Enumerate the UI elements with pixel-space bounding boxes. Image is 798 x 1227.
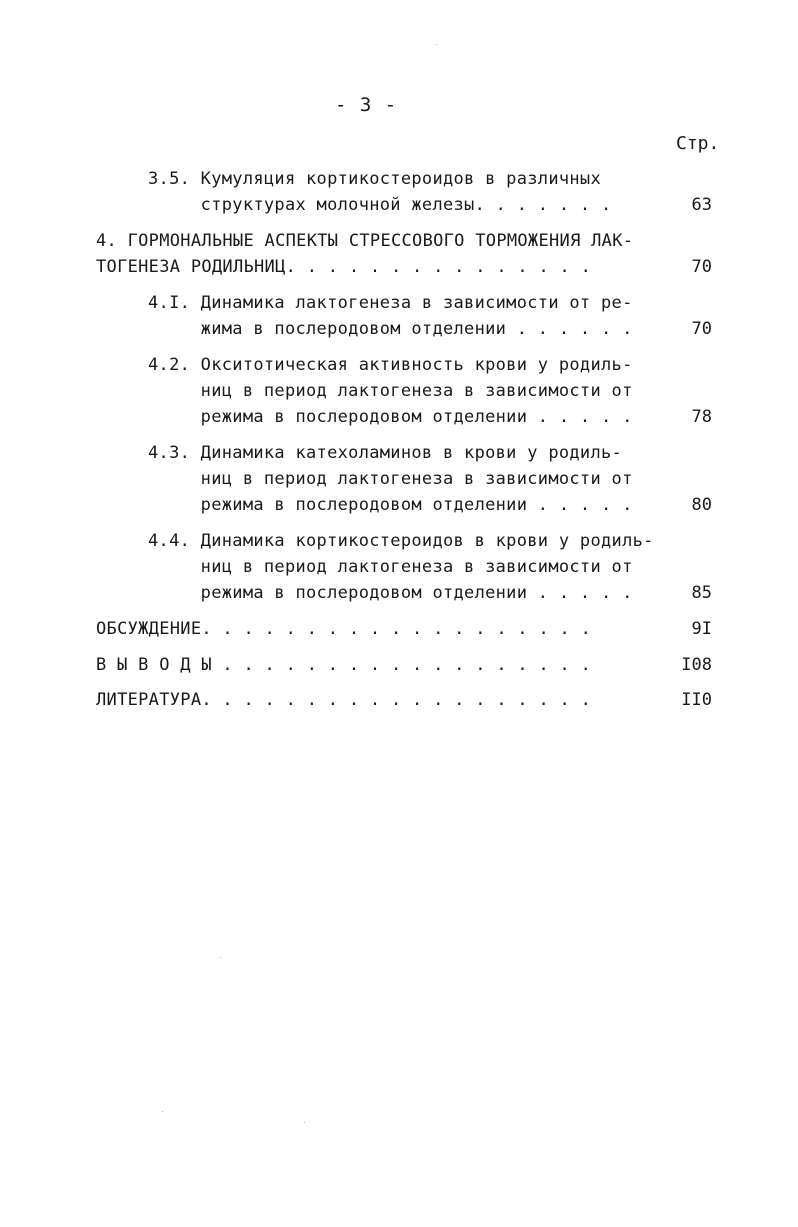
toc-entry-literature: ЛИТЕРАТУРА. . . . . . . . . . . . . . . . . . . <box>96 690 592 710</box>
toc-entry-4-3-page: 80 <box>691 495 712 515</box>
toc-entry-conclusions-page: I08 <box>681 655 712 675</box>
toc-entry-4-2-line-3: режима в послеродовом отделении . . . . . <box>148 407 633 427</box>
toc-entry-4-1-line-1: 4.I. Динамика лактогенеза в зависимости от ре- <box>148 293 633 313</box>
toc-entry-4-page: 70 <box>691 257 712 277</box>
toc-entry-4-2-line-2: ниц в период лактогенеза в зависимости от <box>148 381 633 401</box>
toc-entry-4-1-line-2: жима в послеродовом отделении . . . . . . <box>148 319 633 339</box>
toc-entry-discussion: ОБСУЖДЕНИЕ. . . . . . . . . . . . . . . . . . . <box>96 619 592 639</box>
toc-entry-4-4-page: 85 <box>691 583 712 603</box>
toc-entry-conclusions: В Ы В О Д Ы . . . . . . . . . . . . . . . . . . <box>96 655 592 675</box>
page-column-header: Стр. <box>676 133 720 154</box>
toc-entry-3-5-line-2: структурах молочной железы. . . . . . . <box>148 195 612 215</box>
scan-speck <box>436 44 437 45</box>
toc-entry-4-1-page: 70 <box>691 319 712 339</box>
scan-speck <box>162 1111 163 1112</box>
toc-entry-4-line-2: ТОГЕНЕЗА РОДИЛЬНИЦ. . . . . . . . . . . . . . . <box>96 257 592 277</box>
toc-entry-4-4-line-1: 4.4. Динамика кортикостероидов в крови у родиль- <box>148 531 654 551</box>
scan-speck <box>304 1122 305 1123</box>
toc-entry-4-4-line-2: ниц в период лактогенеза в зависимости от <box>148 557 633 577</box>
toc-entry-4-2-line-1: 4.2. Окситотическая активность крови у родиль- <box>148 355 633 375</box>
toc-entry-3-5-line-1: 3.5. Кумуляция кортикостероидов в различных <box>148 169 601 189</box>
toc-entry-discussion-page: 9I <box>691 619 712 639</box>
toc-entry-4-3-line-2: ниц в период лактогенеза в зависимости от <box>148 469 633 489</box>
toc-entry-4-4-line-3: режима в послеродовом отделении . . . . . <box>148 583 633 603</box>
page-number: - 3 - <box>335 94 398 116</box>
scan-speck <box>220 957 221 958</box>
toc-entry-4-3-line-3: режима в послеродовом отделении . . . . . <box>148 495 633 515</box>
toc-entry-4-line-1: 4. ГОРМОНАЛЬНЫЕ АСПЕКТЫ СТРЕССОВОГО ТОРМОЖЕНИЯ ЛАК- <box>96 231 634 251</box>
toc-entry-4-3-line-1: 4.3. Динамика катехоламинов в крови у родиль- <box>148 443 623 463</box>
toc-entry-4-2-page: 78 <box>691 407 712 427</box>
toc-entry-3-5-page: 63 <box>691 195 712 215</box>
toc-entry-literature-page: II0 <box>681 690 712 710</box>
